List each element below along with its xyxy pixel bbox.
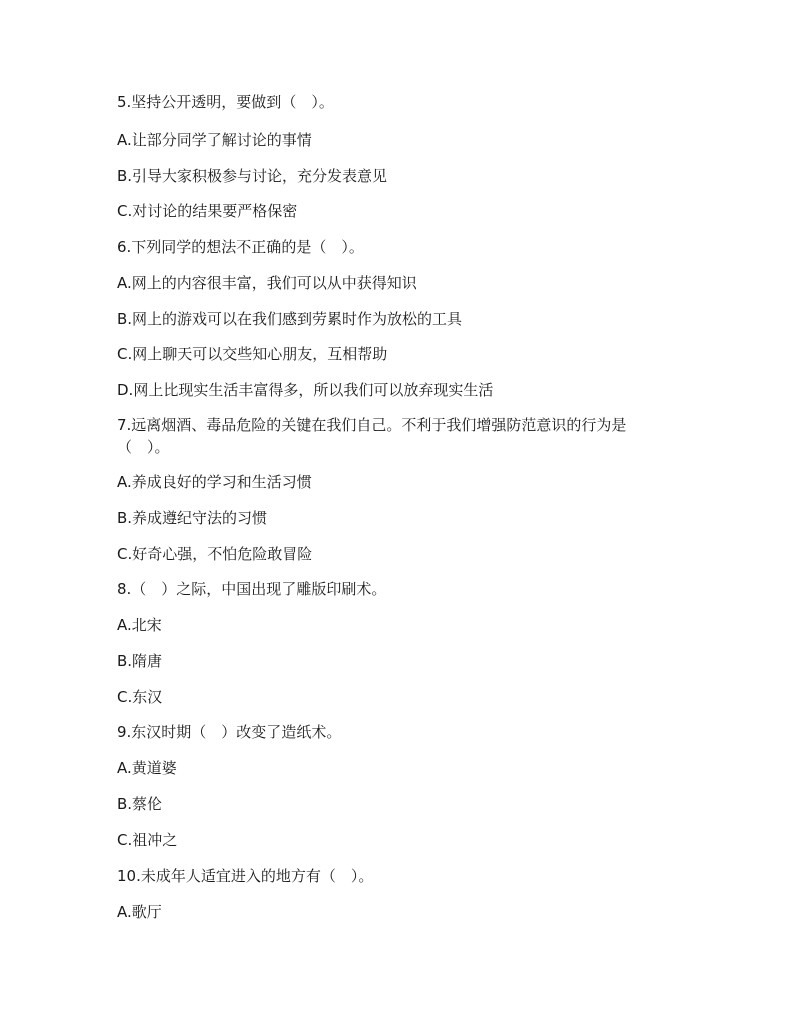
question-6-stem: 6.下列同学的想法不正确的是（ ）。 bbox=[117, 238, 364, 256]
question-8-option-c: C.东汉 bbox=[117, 688, 163, 706]
question-5-option-a: A.让部分同学了解讨论的事情 bbox=[117, 131, 312, 149]
question-8-option-a: A.北宋 bbox=[117, 616, 162, 634]
question-6-option-c: C.网上聊天可以交些知心朋友，互相帮助 bbox=[117, 345, 388, 363]
question-10-option-a: A.歌厅 bbox=[117, 903, 162, 921]
question-6-option-d: D.网上比现实生活丰富得多，所以我们可以放弃现实生活 bbox=[117, 381, 494, 399]
question-5-option-c: C.对讨论的结果要严格保密 bbox=[117, 202, 298, 220]
question-6-option-a: A.网上的内容很丰富，我们可以从中获得知识 bbox=[117, 274, 417, 292]
question-7-option-a: A.养成良好的学习和生活习惯 bbox=[117, 473, 312, 491]
question-9-option-a: A.黄道婆 bbox=[117, 759, 177, 777]
question-9-stem: 9.东汉时期（ ）改变了造纸术。 bbox=[117, 723, 342, 741]
question-5-option-b: B.引导大家积极参与讨论，充分发表意见 bbox=[117, 167, 388, 185]
question-9-option-b: B.蔡伦 bbox=[117, 795, 163, 813]
question-10-stem: 10.未成年人适宜进入的地方有（ ）。 bbox=[117, 867, 374, 885]
question-6-option-b: B.网上的游戏可以在我们感到劳累时作为放松的工具 bbox=[117, 310, 463, 328]
question-8-option-b: B.隋唐 bbox=[117, 652, 163, 670]
question-5-stem: 5.坚持公开透明，要做到（ ）。 bbox=[117, 93, 334, 111]
question-7-option-c: C.好奇心强，不怕危险敢冒险 bbox=[117, 545, 313, 563]
question-7-stem: 7.远离烟酒、毒品危险的关键在我们自己。不利于我们增强防范意识的行为是（ ）。 bbox=[117, 416, 627, 456]
question-8-stem: 8.（ ）之际，中国出现了雕版印刷术。 bbox=[117, 580, 387, 598]
question-7-option-b: B.养成遵纪守法的习惯 bbox=[117, 509, 268, 527]
question-9-option-c: C.祖冲之 bbox=[117, 831, 178, 849]
